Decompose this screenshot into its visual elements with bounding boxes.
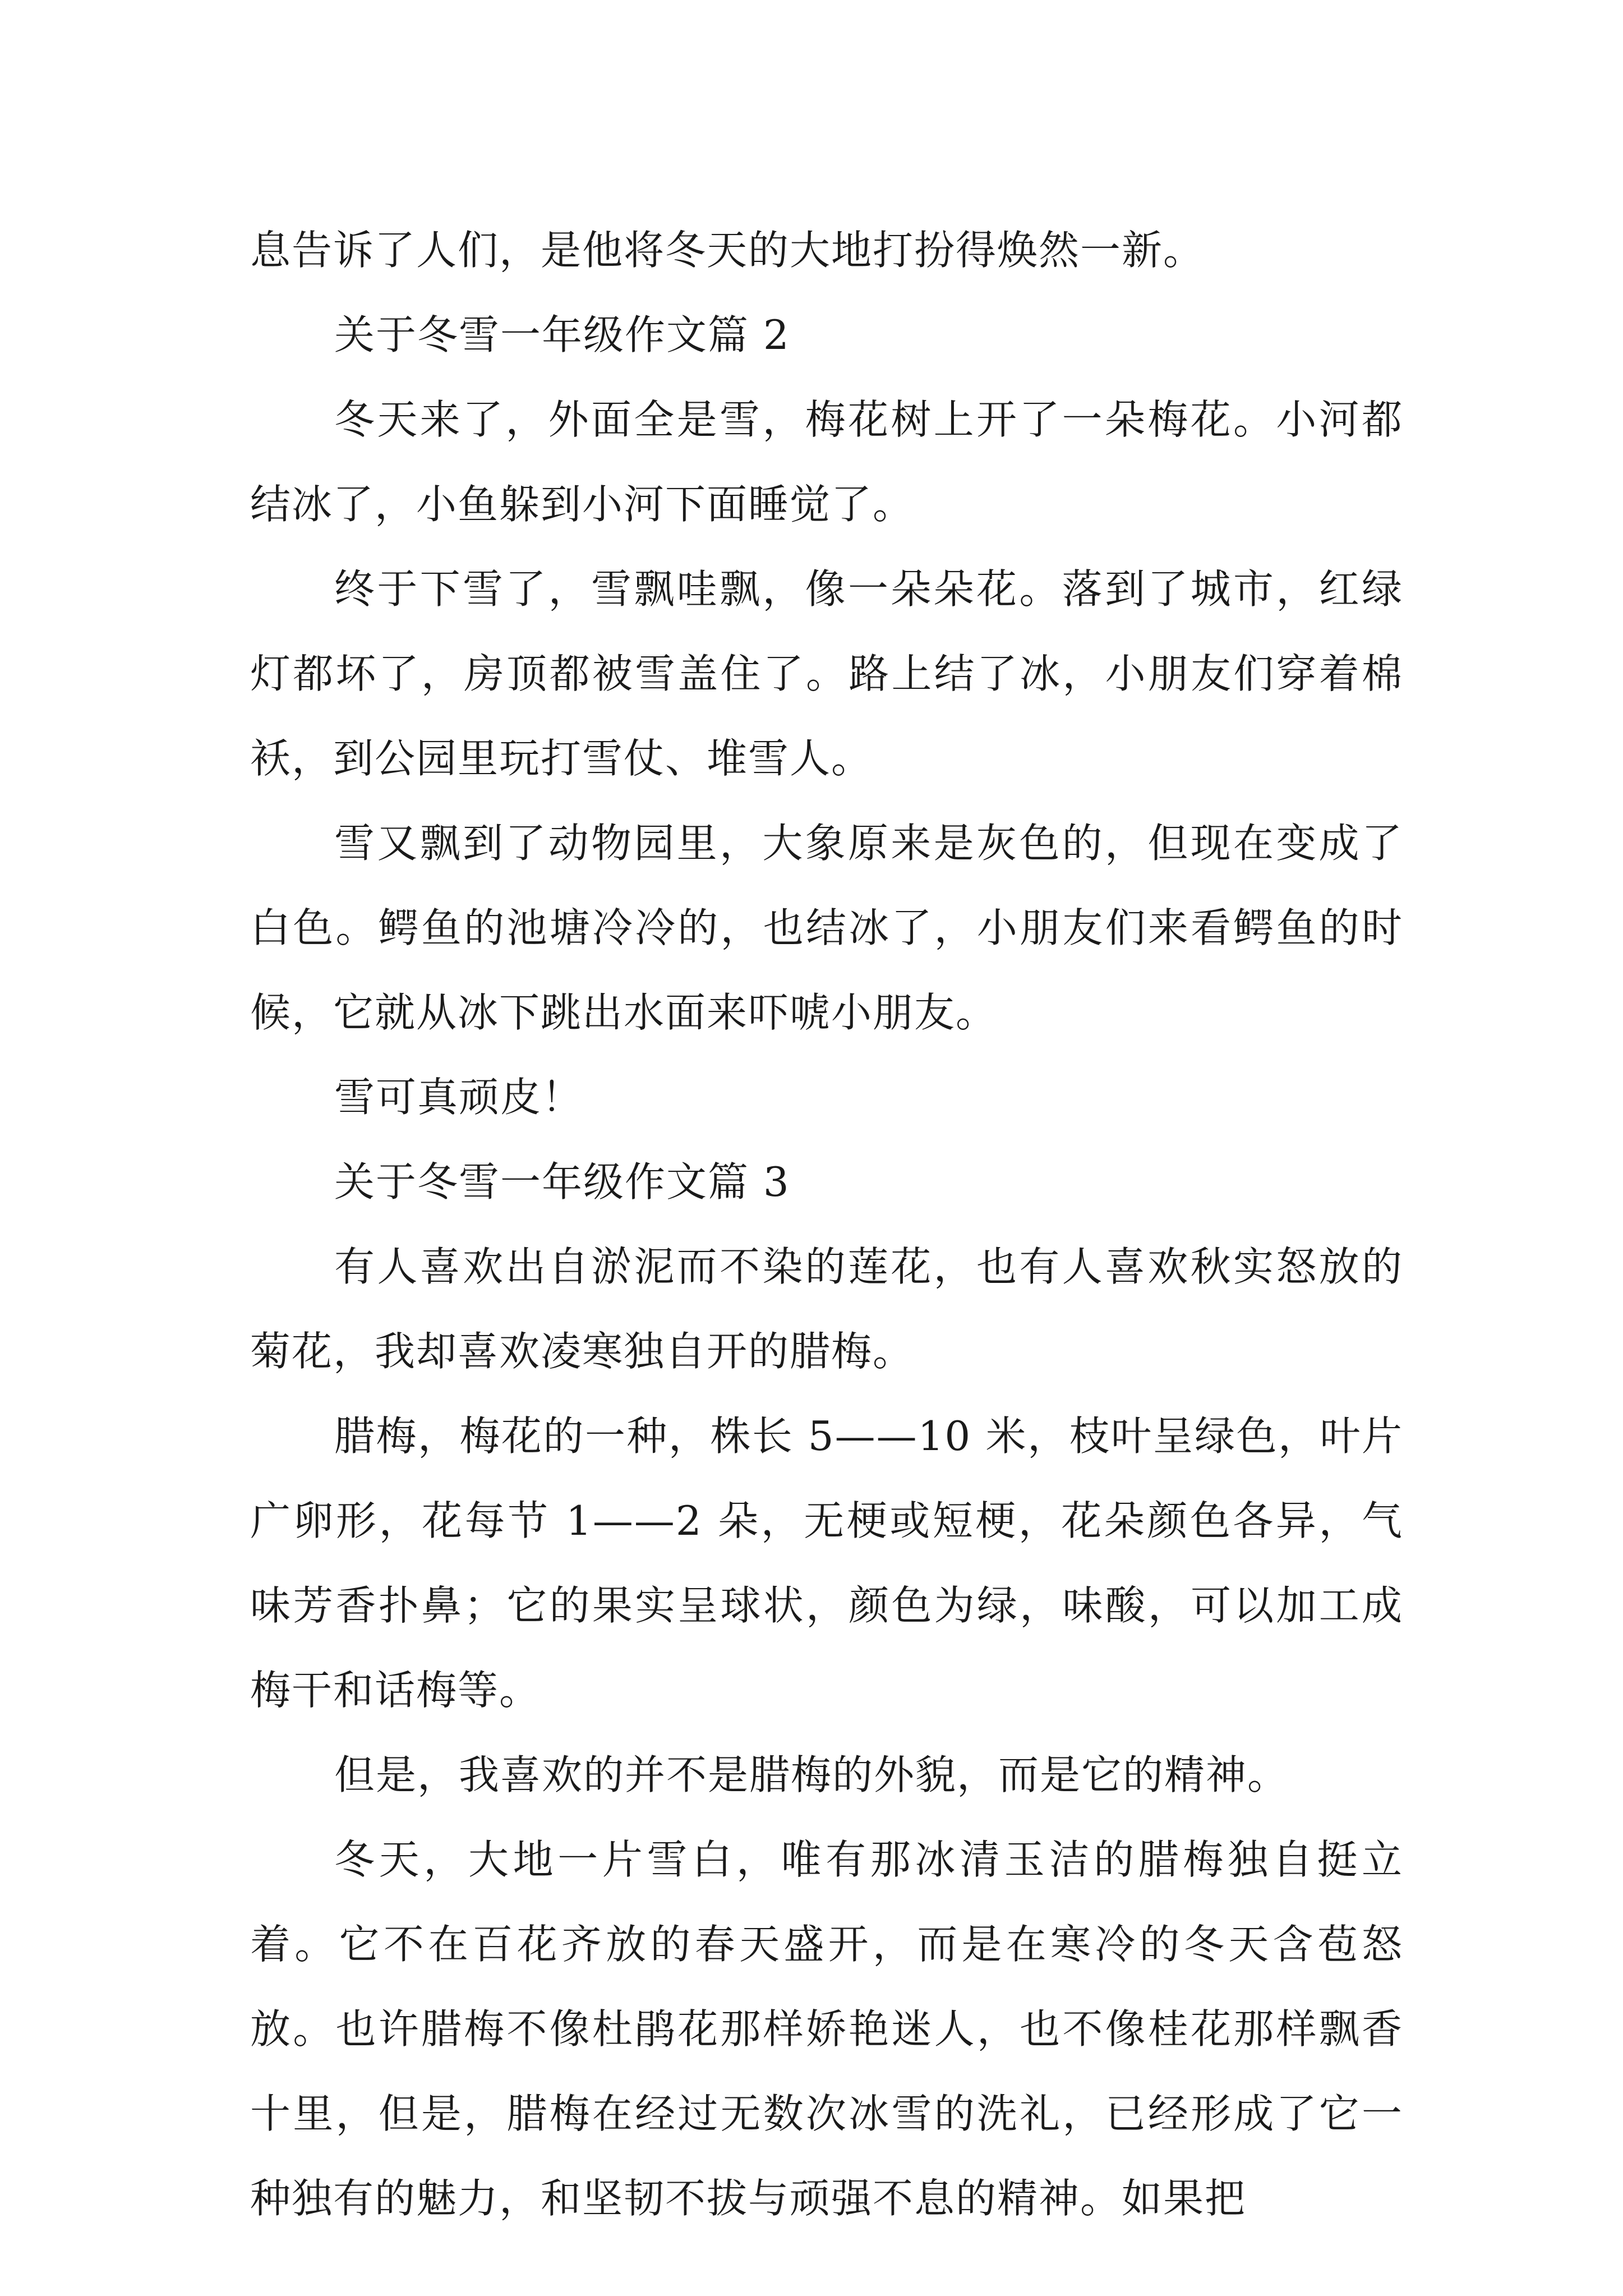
paragraph: 雪可真顽皮！ <box>334 1074 584 1121</box>
paragraph: 终于下雪了，雪飘哇飘，像一朵朵花。落到了城市，红绿灯都坏了，房顶都被雪盖住了。路上结了冰，小朋友们穿着棉袄，到公园里玩打雪仗、堆雪人。 <box>250 565 1403 782</box>
paragraph: 腊梅，梅花的一种，株长 5——10 米，枝叶呈绿色，叶片广卵形，花每节 1——2 朵，无梗或短梗，花朵颜色各异，气味芳香扑鼻；它的果实呈球状，颜色为绿，味酸，可以加工成梅干和话梅等。 <box>250 1412 1403 1714</box>
paragraph: 冬天，大地一片雪白，唯有那冰清玉洁的腊梅独自挺立着。它不在百花齐放的春天盛开，而是在寒冷的冬天含苞怒放。也许腊梅不像杜鹃花那样娇艳迷人，也不像桂花那样飘香十里，但是，腊梅在经过无数次冰雪的洗礼，已经形成了它一种独有的魅力，和坚韧不拔与顽强不息的精神。如果把 <box>250 1836 1403 2222</box>
paragraph: 有人喜欢出自淤泥而不染的莲花，也有人喜欢秋实怒放的菊花，我却喜欢凌寒独自开的腊梅。 <box>250 1243 1403 1375</box>
paragraph: 但是，我喜欢的并不是腊梅的外貌，而是它的精神。 <box>334 1751 1289 1798</box>
section-heading: 关于冬雪一年级作文篇 3 <box>334 1158 790 1205</box>
paragraph: 雪又飘到了动物园里，大象原来是灰色的，但现在变成了白色。鳄鱼的池塘冷冷的，也结冰了，小朋友们来看鳄鱼的时候，它就从冰下跳出水面来吓唬小朋友。 <box>250 820 1403 1036</box>
document-body <box>250 208 1403 2241</box>
paragraph: 冬天来了，外面全是雪，梅花树上开了一朵梅花。小河都结冰了，小鱼躲到小河下面睡觉了。 <box>250 396 1403 528</box>
section-heading: 关于冬雪一年级作文篇 2 <box>334 311 790 358</box>
paragraph: 息告诉了人们，是他将冬天的大地打扮得焕然一新。 <box>250 227 1205 274</box>
